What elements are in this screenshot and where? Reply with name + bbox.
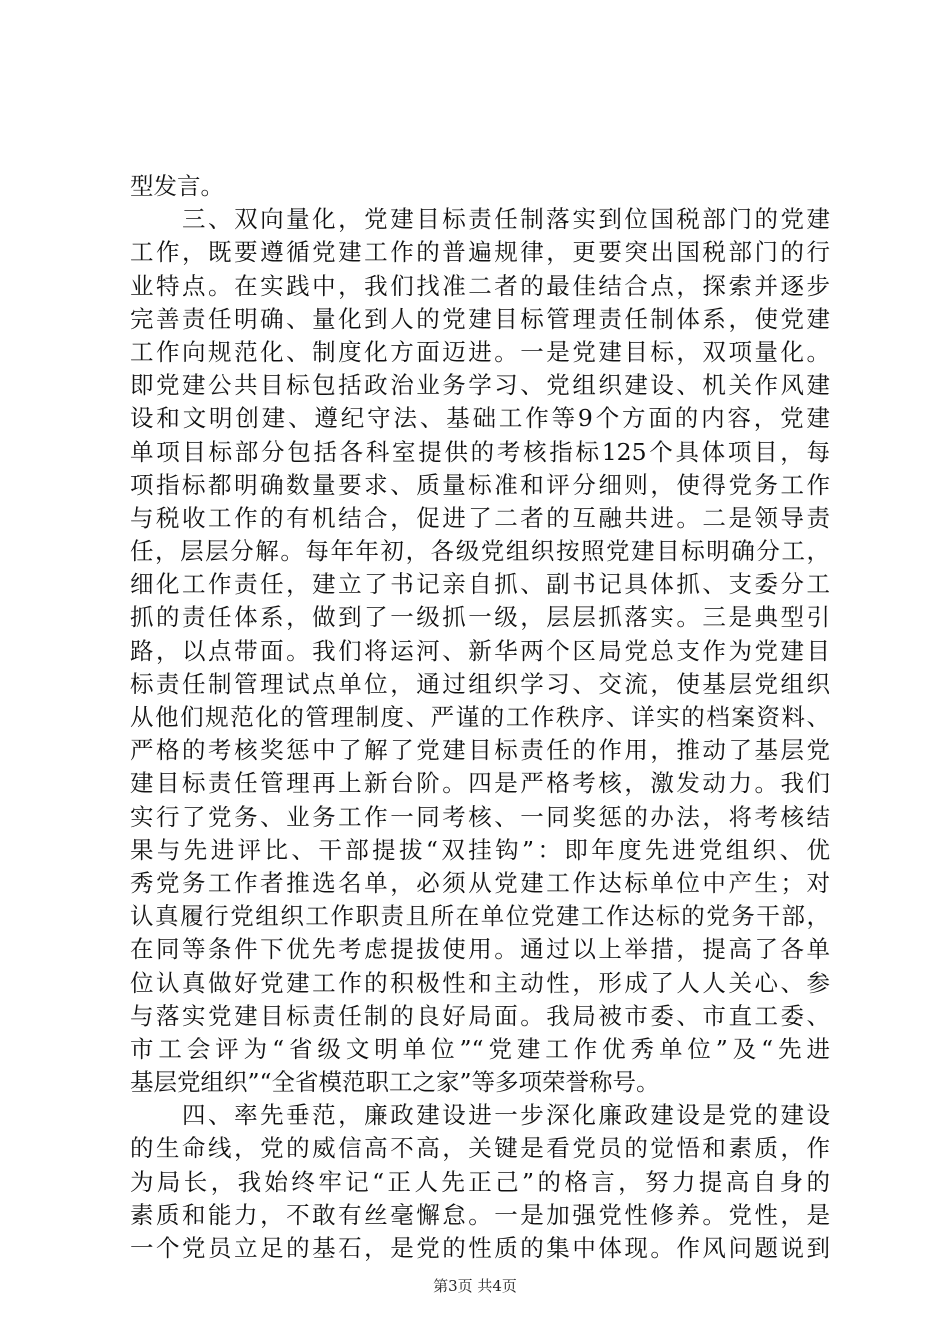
- text-line: 与税收工作的有机结合，促进了二者的互融共进。二是领导责: [130, 503, 830, 532]
- text-line: 与落实党建目标责任制的良好局面。我局被市委、市直工委、: [130, 1001, 830, 1030]
- text-line: 素质和能力，不敢有丝毫懈怠。一是加强党性修养。党性，是: [130, 1200, 830, 1229]
- text-line: 完善责任明确、量化到人的党建目标管理责任制体系，使党建: [130, 304, 830, 333]
- text-line: 市工会评为“省级文明单位”“党建工作优秀单位”及“先进: [130, 1034, 830, 1063]
- text-line: 设和文明创建、遵纪守法、基础工作等9个方面的内容，党建: [130, 404, 830, 433]
- text-line: 抓的责任体系，做到了一级抓一级，层层抓落实。三是典型引: [130, 603, 830, 632]
- text-line: 工作向规范化、制度化方面迈进。一是党建目标，双项量化。: [130, 337, 830, 366]
- text-line: 在同等条件下优先考虑提拔使用。通过以上举措，提高了各单: [130, 935, 830, 964]
- text-line: 建目标责任管理再上新台阶。四是严格考核，激发动力。我们: [130, 769, 830, 798]
- text-line: 工作，既要遵循党建工作的普遍规律，更要突出国税部门的行: [130, 238, 830, 267]
- text-line: 路，以点带面。我们将运河、新华两个区局党总支作为党建目: [130, 636, 830, 665]
- text-line: 细化工作责任，建立了书记亲自抓、副书记具体抓、支委分工: [130, 570, 830, 599]
- text-line: 三、双向量化，党建目标责任制落实到位国税部门的党建: [130, 205, 830, 234]
- body-text: [130, 170, 830, 1265]
- text-line: 业特点。在实践中，我们找准二者的最佳结合点，探索并逐步: [130, 271, 830, 300]
- text-line: 项指标都明确数量要求、质量标准和评分细则，使得党务工作: [130, 470, 830, 499]
- text-line: 从他们规范化的管理制度、严谨的工作秩序、详实的档案资料、: [130, 703, 830, 731]
- text-line: 任，层层分解。每年年初，各级党组织按照党建目标明确分工，: [130, 537, 830, 566]
- text-line: 秀党务工作者推选名单，必须从党建工作达标单位中产生；对: [130, 868, 830, 897]
- text-line: 四、率先垂范，廉政建设进一步深化廉政建设是党的建设: [130, 1101, 830, 1130]
- text-line: 实行了党务、业务工作一同考核、一同奖惩的办法，将考核结: [130, 802, 830, 831]
- text-line: 单项目标部分包括各科室提供的考核指标125个具体项目，每: [130, 437, 830, 466]
- text-line: 即党建公共目标包括政治业务学习、党组织建设、机关作风建: [130, 371, 830, 400]
- text-line: 位认真做好党建工作的积极性和主动性，形成了人人关心、参: [130, 968, 830, 997]
- text-line: 型发言。: [130, 172, 224, 200]
- text-line: 基层党组织”“全省模范职工之家”等多项荣誉称号。: [130, 1068, 660, 1097]
- text-line: 严格的考核奖惩中了解了党建目标责任的作用，推动了基层党: [130, 736, 830, 765]
- page-footer: 第3页 共4页: [433, 1277, 517, 1295]
- text-line: 的生命线，党的威信高不高，关键是看党员的觉悟和素质，作: [130, 1134, 830, 1163]
- text-line: 标责任制管理试点单位，通过组织学习、交流，使基层党组织: [130, 669, 830, 698]
- text-line: 一个党员立足的基石，是党的性质的集中体现。作风问题说到: [130, 1234, 830, 1262]
- text-line: 果与先进评比、干部提拔“双挂钩”：即年度先进党组织、优: [130, 835, 830, 864]
- text-line: 为局长，我始终牢记“正人先正己”的格言，努力提高自身的: [130, 1167, 830, 1196]
- text-line: 认真履行党组织工作职责且所在单位党建工作达标的党务干部，: [130, 902, 830, 931]
